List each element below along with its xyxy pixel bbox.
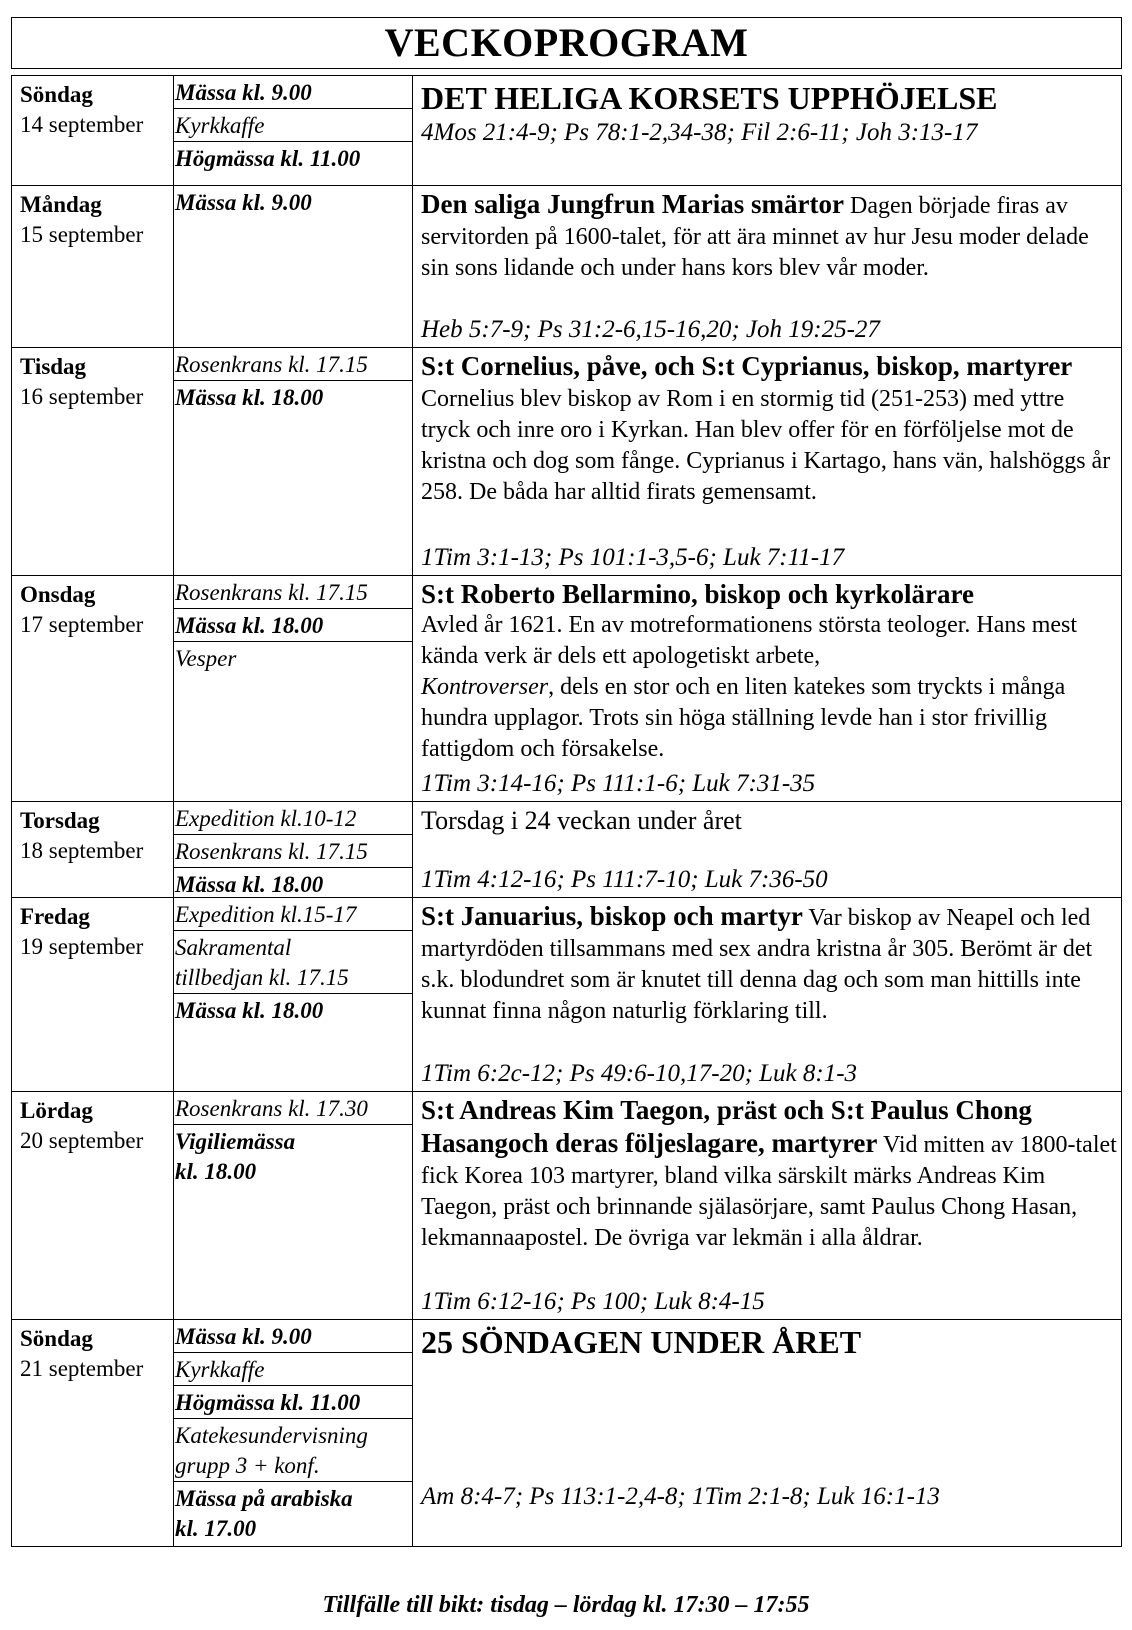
- day-date: 20 september: [20, 1128, 144, 1153]
- feast-cell: [413, 1320, 1121, 1546]
- service-item: Högmässa kl. 11.00: [175, 146, 361, 171]
- service-item: Expedition kl.15-17: [174, 898, 412, 931]
- readings: 1Tim 4:12-16; Ps 111:7-10; Luk 7:36-50: [421, 866, 828, 893]
- feast-title: Torsdag i 24 veckan under året: [421, 806, 742, 835]
- day-name: Tisdag: [20, 354, 87, 379]
- day-row-tuesday-16: [12, 348, 1121, 576]
- day-date: 17 september: [20, 612, 144, 637]
- day-date: 15 september: [20, 222, 144, 247]
- day-name: Fredag: [20, 904, 90, 929]
- feast-cell: [413, 1092, 1121, 1319]
- service-item: Mässa kl. 18.00: [175, 385, 324, 410]
- feast-description: Vid mitten av 1800-talet fick Korea 103 martyrer, bland vilka särskilt märks Andreas Kim Taegon, präst och brinnande själasörjare, samt Paulus Chong Hasan, lekmannaapostel. De övriga var lekmän i alla åldrar.: [421, 1132, 1117, 1251]
- feast-title: 25 SÖNDAGEN UNDER ÅRET: [421, 1324, 862, 1360]
- services-cell: [173, 898, 413, 1091]
- service-item: Vesper: [175, 646, 237, 671]
- day-name: Onsdag: [20, 582, 96, 607]
- day-name: Torsdag: [20, 808, 100, 833]
- services-cell: [173, 1320, 413, 1546]
- day-cell: [12, 1092, 173, 1319]
- feast-paragraph: [421, 1095, 1117, 1254]
- day-cell: [12, 186, 173, 347]
- feast-description: Var biskop av Neapel och led martyrdöden tillsammans med sex andra kristna år 305. Berömt är det s.k. blodundret som är knutet till denna dag och som man hittills inte kunnat finna någon naturlig förklaring till.: [421, 905, 1093, 1024]
- day-cell: [12, 1320, 173, 1546]
- service-item: Mässa kl. 18.00: [175, 872, 324, 897]
- feast-title: S:t Roberto Bellarmino, biskop och kyrkolärare: [421, 579, 974, 609]
- day-date: 19 september: [20, 934, 144, 959]
- feast-title: DET HELIGA KORSETS UPPHÖJELSE: [421, 80, 998, 116]
- day-row-friday-19: [12, 898, 1121, 1092]
- service-item: Sakramental tillbedjan kl. 17.15: [174, 931, 412, 994]
- service-item: Kyrkkaffe: [174, 109, 412, 142]
- feast-cell: [413, 576, 1121, 801]
- readings: Am 8:4-7; Ps 113:1-2,4-8; 1Tim 2:1-8; Luk 16:1-13: [421, 1483, 940, 1510]
- service-item: Rosenkrans kl. 17.15: [174, 835, 412, 868]
- feast-description-part: Avled år 1621. En av motreformationens största teologer. Hans mest kända verk är dels ett apologetiskt arbete,: [421, 612, 1078, 669]
- day-cell: [12, 348, 173, 575]
- services-cell: [173, 76, 413, 185]
- readings: 4Mos 21:4-9; Ps 78:1-2,34-38; Fil 2:6-11; Joh 3:13-17: [421, 119, 978, 146]
- service-item: Vigiliemässa kl. 18.00: [175, 1129, 296, 1184]
- day-date: 16 september: [20, 384, 144, 409]
- day-date: 14 september: [20, 112, 144, 137]
- day-date: 21 september: [20, 1356, 144, 1381]
- service-item: Högmässa kl. 11.00: [174, 1386, 412, 1419]
- day-date: 18 september: [20, 838, 144, 863]
- service-item: Mässa kl. 9.00: [175, 190, 312, 215]
- day-row-wednesday-17: [12, 576, 1121, 802]
- day-cell: [12, 898, 173, 1091]
- feast-description-part: , dels en stor och en liten katekes som tryckts i många hundra upplagor. Trots sin höga ställning levde han i stor frivillig fattigdom och försakelse.: [421, 674, 1066, 762]
- day-row-monday-15: [12, 186, 1121, 348]
- feast-title: S:t Januarius, biskop och martyr: [421, 901, 803, 931]
- service-item: Katekesundervisning grupp 3 + konf.: [174, 1419, 412, 1482]
- day-row-saturday-20: [12, 1092, 1121, 1320]
- service-item: Rosenkrans kl. 17.30: [174, 1092, 412, 1125]
- service-item: Mässa kl. 9.00: [174, 1320, 412, 1353]
- feast-cell: [413, 76, 1121, 185]
- service-item: Rosenkrans kl. 17.15: [174, 348, 412, 381]
- feast-title: S:t Cornelius, påve, och S:t Cyprianus, biskop, martyrer: [421, 351, 1073, 381]
- week-table: [11, 75, 1122, 1547]
- readings: 1Tim 6:2c-12; Ps 49:6-10,17-20; Luk 8:1-3: [421, 1060, 858, 1087]
- day-name: Måndag: [20, 192, 102, 217]
- day-name: Lördag: [20, 1098, 93, 1123]
- feast-description: [421, 610, 1117, 765]
- readings: 1Tim 3:14-16; Ps 111:1-6; Luk 7:31-35: [421, 770, 816, 797]
- services-cell: [173, 186, 413, 347]
- day-cell: [12, 76, 173, 185]
- feast-cell: [413, 186, 1121, 347]
- service-item: Mässa på arabiska kl. 17.00: [175, 1486, 353, 1541]
- service-item: Rosenkrans kl. 17.15: [174, 576, 412, 609]
- feast-title: S:t Andreas Kim Taegon, präst och S:t Paulus Chong Hasangoch deras följeslagare, martyrer: [421, 1095, 1032, 1158]
- feast-paragraph: [421, 189, 1117, 284]
- feast-paragraph: [421, 901, 1117, 1027]
- feast-description: Dagen började firas av servitorden på 1600-talet, för att ära minnet av hur Jesu moder delade sin sons lidande och under hans kors blev vår moder.: [421, 193, 1089, 281]
- service-item: Mässa kl. 18.00: [174, 609, 412, 642]
- services-cell: [173, 802, 413, 897]
- services-cell: [173, 1092, 413, 1319]
- feast-cell: [413, 898, 1121, 1091]
- service-item: Expedition kl.10-12: [174, 802, 412, 835]
- feast-description: Cornelius blev biskop av Rom i en stormig tid (251-253) med yttre tryck och inre oro i Kyrkan. Han blev offer för en förföljelse mot de kristna och dog som fånge. Cyprianus i Kartago, hans vän, halshöggs år 258. De båda har alltid firats gemensamt.: [421, 386, 1111, 505]
- readings: Heb 5:7-9; Ps 31:2-6,15-16,20; Joh 19:25-27: [421, 316, 880, 343]
- day-cell: [12, 576, 173, 801]
- day-row-sunday-14: [12, 76, 1121, 186]
- feast-cell: [413, 348, 1121, 575]
- service-item: Mässa kl. 9.00: [174, 76, 412, 109]
- feast-description-title: Kontroverser: [421, 674, 549, 700]
- confession-note: Tillfälle till bikt: tisdag – lördag kl. 17:30 – 17:55: [322, 1592, 810, 1618]
- day-name: Söndag: [20, 1326, 93, 1351]
- day-row-sunday-21: [12, 1320, 1121, 1546]
- feast-title: Den saliga Jungfrun Marias smärtor: [421, 189, 844, 219]
- day-row-thursday-18: [12, 802, 1121, 898]
- readings: 1Tim 3:1-13; Ps 101:1-3,5-6; Luk 7:11-17: [421, 544, 845, 571]
- feast-cell: [413, 802, 1121, 897]
- services-cell: [173, 348, 413, 575]
- page-title: VECKOPROGRAM: [11, 17, 1122, 69]
- feast-paragraph: [421, 351, 1117, 508]
- service-item: Kyrkkaffe: [174, 1353, 412, 1386]
- day-cell: [12, 802, 173, 897]
- day-name: Söndag: [20, 82, 93, 107]
- services-cell: [173, 576, 413, 801]
- service-item: Mässa kl. 18.00: [175, 998, 324, 1023]
- readings: 1Tim 6:12-16; Ps 100; Luk 8:4-15: [421, 1288, 765, 1315]
